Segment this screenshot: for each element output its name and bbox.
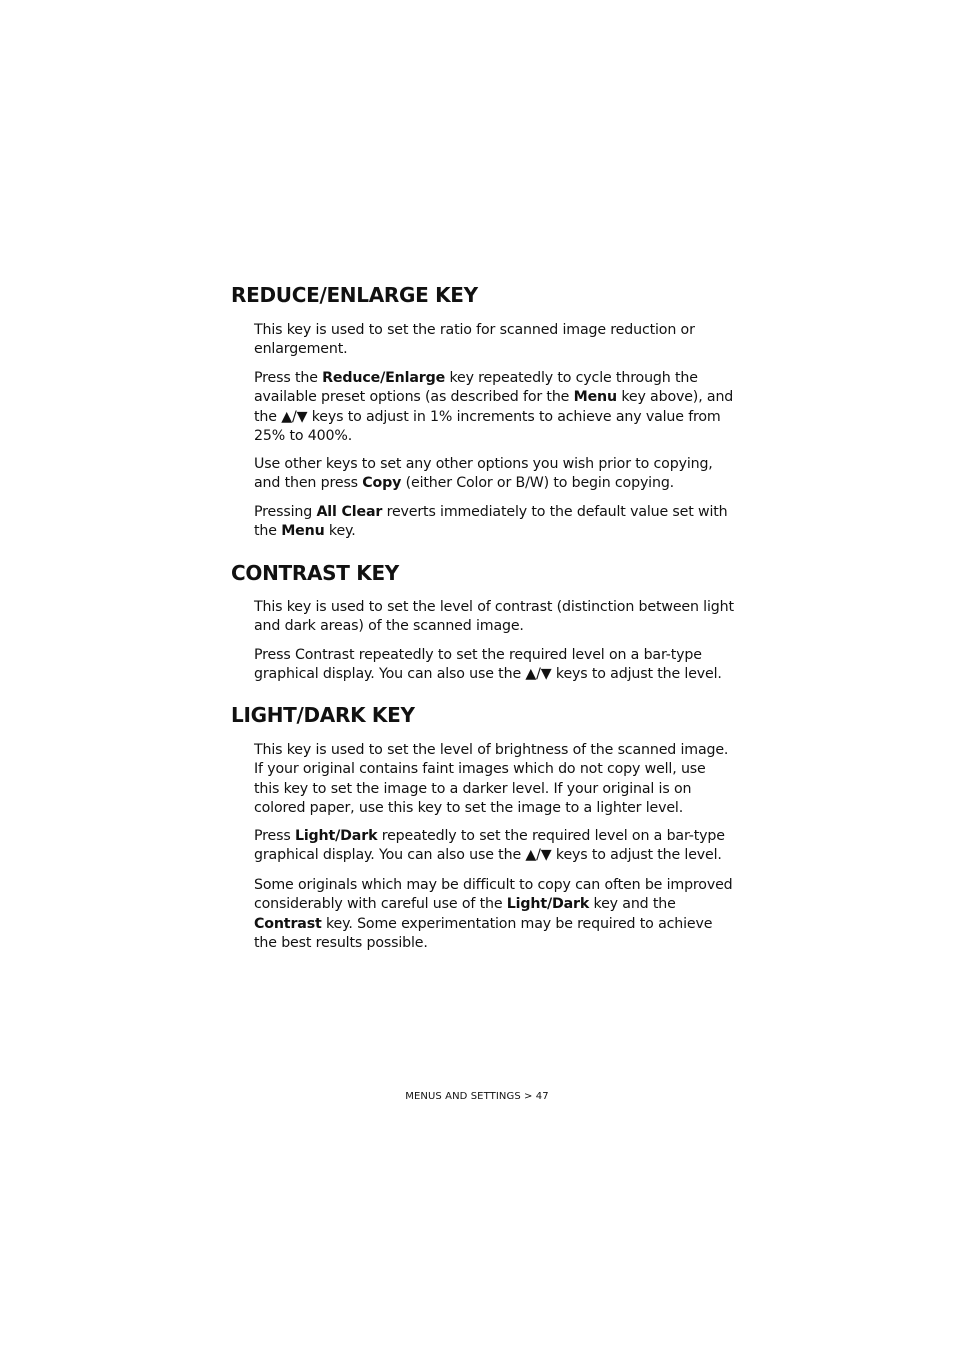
text-run: key. [324,523,356,540]
key-name: Menu [281,523,325,540]
text-run: Press Contrast repeatedly to set the required level on a bar-type graphical display. You can also use the ▲/▼ keys to adjust the level. [254,647,722,683]
paragraph [254,876,734,953]
page-footer: MENUS AND SETTINGS > 47 [405,1091,549,1102]
key-name: Light/Dark [294,828,378,844]
key-name: Menu [573,389,617,406]
text-run: repeatedly to set the required level on a bar-type graphical display. You can also use the ▲/▼ keys to adjust the level. [254,828,725,864]
key-name: Contrast [254,915,322,932]
text-run: (either Color or B/W) to begin copying. [401,475,675,492]
paragraph [254,827,734,866]
paragraph [254,646,734,685]
paragraph [254,598,734,637]
key-name: All Clear [316,504,383,520]
paragraph [254,503,734,542]
paragraph [254,321,734,360]
text-run: key repeatedly to cycle through the available preset options (as described for the [254,370,698,406]
text-run: This key is used to set the level of brightness of the scanned image. If your original contains faint images which do not copy well, use this key to set the image to a darker level. If your original is on colored paper, use this key to set the image to a lighter level. [254,742,729,816]
section-title-reduce-enlarge: REDUCE/ENLARGE KEY [231,283,478,307]
paragraph [254,369,734,446]
text-run: Pressing [254,504,317,520]
paragraph [254,455,734,494]
text-run: reverts immediately to the default value set with the [254,504,728,540]
section-title-light-dark: LIGHT/DARK KEY [231,703,415,727]
text-run: This key is used to set the level of contrast (distinction between light and dark areas) of the scanned image. [254,599,734,635]
text-run: Press [254,828,295,844]
key-name: Reduce/Enlarge [322,370,446,386]
text-run: key above), and the ▲/▼ keys to adjust in 1% increments to achieve any value from 25% to 400%. [254,389,734,444]
text-run: Some originals which may be difficult to copy can often be improved considerably with careful use of the [254,877,733,913]
text-run: This key is used to set the ratio for scanned image reduction or enlargement. [254,322,695,358]
text-run: key and the [589,896,676,913]
key-name: Copy [362,475,402,492]
text-run: Use other keys to set any other options you wish prior to copying, and then press [254,456,713,492]
section-title-contrast: CONTRAST KEY [231,561,399,585]
text-run: key. Some experimentation may be required to achieve the best results possible. [254,915,713,951]
key-name: Light/Dark [506,896,590,913]
text-run: Press the [254,370,323,386]
paragraph [254,741,734,818]
